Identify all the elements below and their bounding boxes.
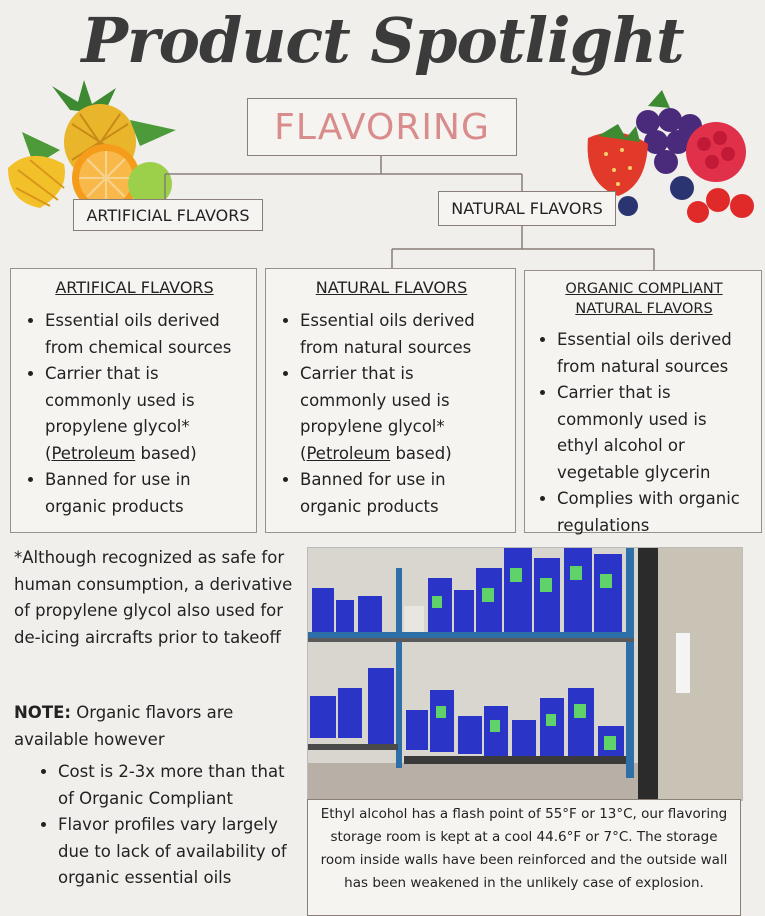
organic-column bbox=[524, 270, 762, 533]
flavoring-box: FLAVORING bbox=[247, 98, 517, 156]
column-heading: ORGANIC COMPLIANT NATURAL FLAVORS bbox=[565, 281, 723, 317]
list-item: • Essential oils derived from natural sources bbox=[300, 308, 505, 361]
storage-room-photo bbox=[307, 547, 743, 801]
natural-flavors-box: NATURAL FLAVORS bbox=[438, 191, 616, 226]
list-item: • Cost is 2-3x more than that of Organic Compliant bbox=[58, 759, 299, 812]
note-text: NOTE: Organic flavors are available however bbox=[14, 703, 234, 749]
list-item: • Essential oils derived from chemical sources bbox=[45, 308, 246, 361]
list-item: • Banned for use in organic products bbox=[300, 467, 505, 520]
photo-caption: Ethyl alcohol has a flash point of 55°F or 13°C, our flavoring storage room is kept at a cool 44.6°F or 7°C. The storage room inside walls have been reinforced and the outside wall has been weakened in the unlikely case of explosion. bbox=[307, 799, 741, 916]
column-heading: ARTIFICAL FLAVORS bbox=[55, 278, 214, 297]
list-item: • Essential oils derived from natural sources bbox=[557, 327, 751, 380]
column-heading: NATURAL FLAVORS bbox=[315, 278, 468, 297]
list-item: • Carrier that is commonly used is propylene glycol* (Petroleum based) bbox=[45, 361, 246, 467]
artificial-column bbox=[10, 268, 257, 533]
footnote: *Although recognized as safe for human consumption, a derivative of propylene glycol also used for de-icing aircrafts prior to takeoff bbox=[14, 548, 293, 647]
natural-column bbox=[265, 268, 516, 533]
page-title: Product Spotlight bbox=[81, 4, 684, 77]
list-item: • Banned for use in organic products bbox=[45, 467, 246, 520]
list-item: • Carrier that is commonly used is ethyl alcohol or vegetable glycerin bbox=[557, 380, 751, 486]
list-item: • Carrier that is commonly used is propylene glycol* (Petroleum based) bbox=[300, 361, 505, 467]
list-item: • Flavor profiles vary largely due to lack of availability of organic essential oils bbox=[58, 812, 299, 892]
artificial-flavors-box: ARTIFICIAL FLAVORS bbox=[73, 199, 263, 231]
note-section bbox=[14, 700, 299, 892]
list-item: • Complies with organic regulations bbox=[557, 486, 751, 539]
